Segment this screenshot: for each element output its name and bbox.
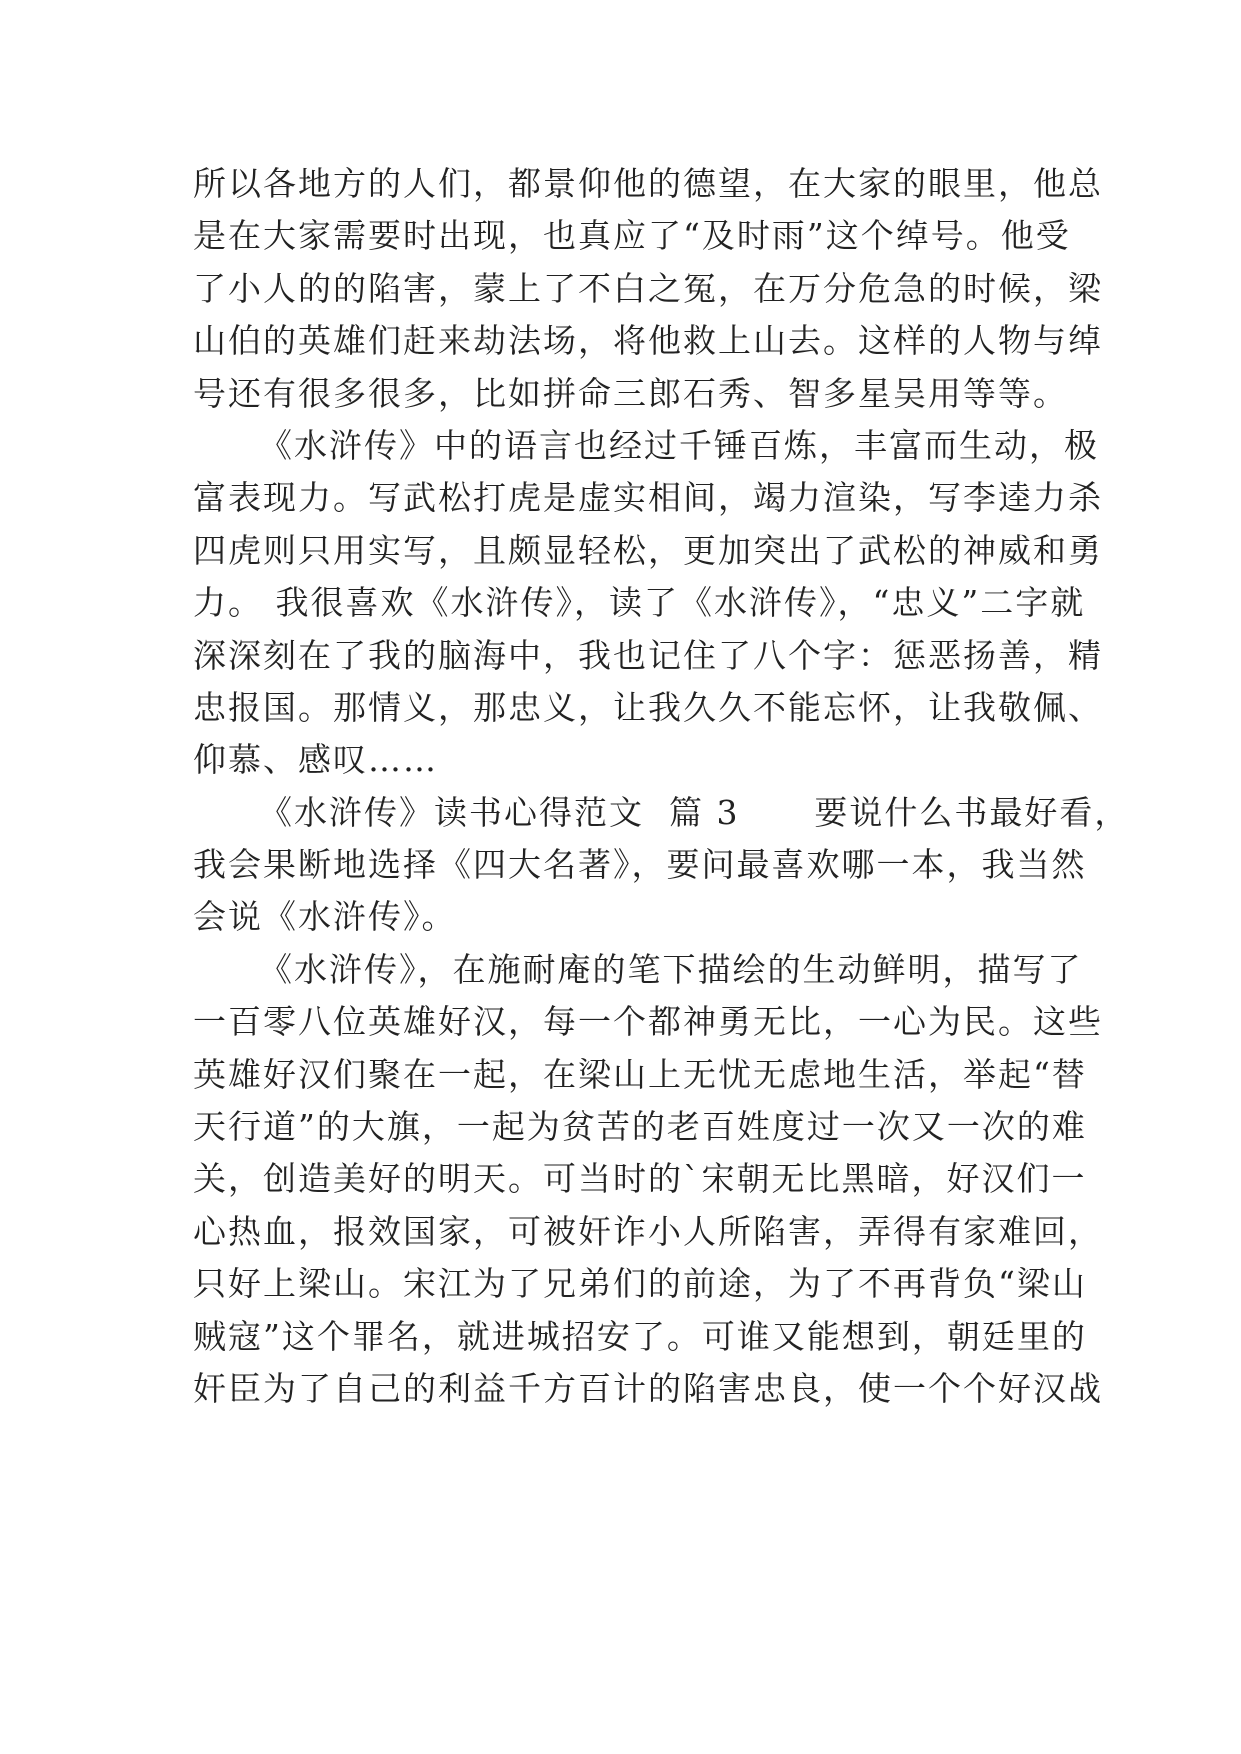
text-line: 一百零八位英雄好汉，每一个都神勇无比，一心为民。这些 <box>193 1002 1103 1042</box>
text-line: 了小人的的陷害，蒙上了不白之冤，在万分危急的时候，梁 <box>193 268 1103 308</box>
text-line: 四虎则只用实写，且颇显轻松，更加突出了武松的神威和勇 <box>193 530 1103 570</box>
body-text <box>193 158 1130 1415</box>
text-line: 英雄好汉们聚在一起，在梁山上无忧无虑地生活，举起“替 <box>193 1054 1087 1094</box>
text-line: 富表现力。写武松打虎是虚实相间，竭力渲染，写李逵力杀 <box>193 478 1103 518</box>
paragraph-first-line: 《水浒传》，在施耐庵的笔下描绘的生动鲜明，描写了 <box>259 949 1083 989</box>
text-line: 天行道”的大旗，一起为贫苦的老百姓度过一次又一次的难 <box>193 1107 1087 1147</box>
text-line: 心热血，报效国家，可被奸诈小人所陷害，弄得有家难回， <box>193 1211 1103 1251</box>
text-line: 山伯的英雄们赶来劫法场，将他救上山去。这样的人物与绰 <box>193 321 1103 361</box>
paragraph-first-line: 《水浒传》中的语言也经过千锤百炼，丰富而生动，极 <box>259 425 1099 465</box>
text-line: 力。 我很喜欢《水浒传》，读了《水浒传》，“忠义”二字就 <box>193 583 1086 623</box>
section-heading-line: 《水浒传》读书心得范文 篇 3 要说什么书最好看， <box>259 792 1130 832</box>
text-line: 深深刻在了我的脑海中，我也记住了八个字：惩恶扬善，精 <box>193 635 1103 675</box>
text-line: 忠报国。那情义，那忠义，让我久久不能忘怀，让我敬佩、 <box>193 687 1103 727</box>
text-line: 仰慕、感叹…… <box>193 740 438 780</box>
text-line: 关，创造美好的明天。可当时的`宋朝无比黑暗，好汉们一 <box>193 1159 1087 1199</box>
text-line: 是在大家需要时出现，也真应了“及时雨”这个绰号。他受 <box>193 216 1071 256</box>
text-line: 我会果断地选择《四大名著》，要问最喜欢哪一本，我当然 <box>193 845 1087 885</box>
text-line: 号还有很多很多，比如拼命三郎石秀、智多星吴用等等。 <box>193 373 1068 413</box>
text-line: 只好上梁山。宋江为了兄弟们的前途，为了不再背负“梁山 <box>193 1264 1087 1304</box>
text-line: 所以各地方的人们，都景仰他的德望，在大家的眼里，他总 <box>193 164 1103 203</box>
text-line: 贼寇”这个罪名，就进城招安了。可谁又能想到，朝廷里的 <box>193 1316 1087 1356</box>
text-line: 会说《水浒传》。 <box>193 897 457 937</box>
text-line: 奸臣为了自己的利益千方百计的陷害忠良，使一个个好汉战 <box>193 1368 1103 1408</box>
